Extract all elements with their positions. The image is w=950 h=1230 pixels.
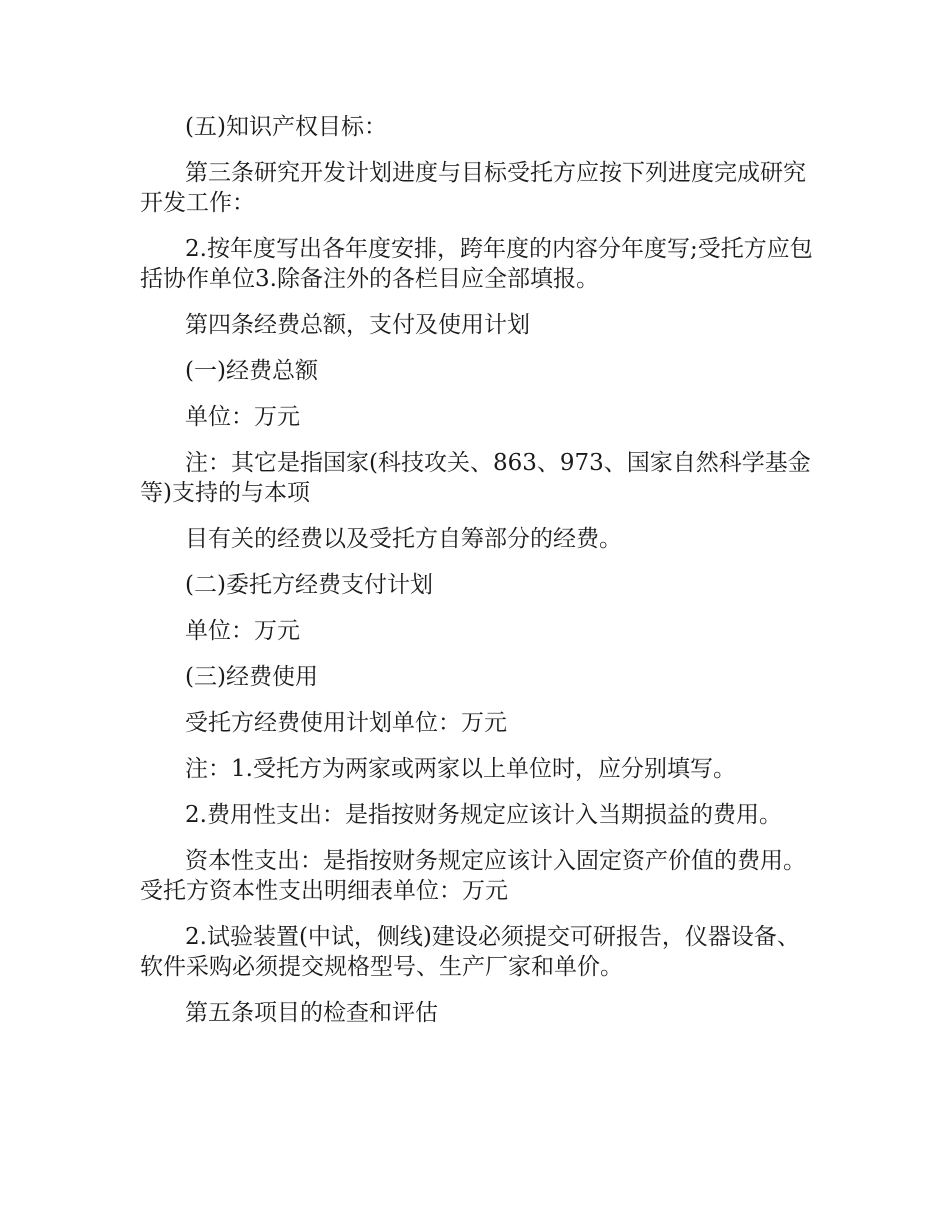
paragraph-ip-goal: (五)知识产权目标： <box>185 114 387 140</box>
paragraph-funding-use: (三)经费使用 <box>185 664 318 690</box>
paragraph-annual-arrangement: 2.按年度写出各年度安排，跨年度的内容分年度写;受托方应包括协作单位3.除备注外的各栏目应全部填报。 <box>140 236 813 292</box>
paragraph-article-5: 第五条项目的检查和评估 <box>185 1000 438 1026</box>
paragraph-usage-plan-unit: 受托方经费使用计划单位：万元 <box>185 710 507 736</box>
paragraph-unit-1: 单位：万元 <box>185 404 300 430</box>
paragraph-expense-definition: 2.费用性支出：是指按财务规定应该计入当期损益的费用。 <box>185 802 782 828</box>
paragraph-unit-2: 单位：万元 <box>185 618 300 644</box>
paragraph-total-funding: (一)经费总额 <box>185 358 318 384</box>
paragraph-note-continued: 目有关的经费以及受托方自筹部分的经费。 <box>185 526 622 552</box>
paragraph-test-device: 2.试验装置(中试，侧线)建设必须提交可研报告，仪器设备、软件采购必须提交规格型号、生产厂家和单价。 <box>140 924 800 980</box>
paragraph-note-multiple-parties: 注：1.受托方为两家或两家以上单位时，应分别填写。 <box>185 756 736 782</box>
paragraph-article-3: 第三条研究开发计划进度与目标受托方应按下列进度完成研究开发工作： <box>140 160 806 216</box>
paragraph-article-4: 第四条经费总额，支付及使用计划 <box>185 312 530 338</box>
document-body <box>140 112 820 1044</box>
paragraph-payment-plan: (二)委托方经费支付计划 <box>185 572 433 598</box>
paragraph-note-other-funding: 注：其它是指国家(科技攻关、863、973、国家自然科学基金等)支持的与本项 <box>140 450 811 506</box>
paragraph-capital-definition: 资本性支出：是指按财务规定应该计入固定资产价值的费用。受托方资本性支出明细表单位：万元 <box>140 848 806 904</box>
